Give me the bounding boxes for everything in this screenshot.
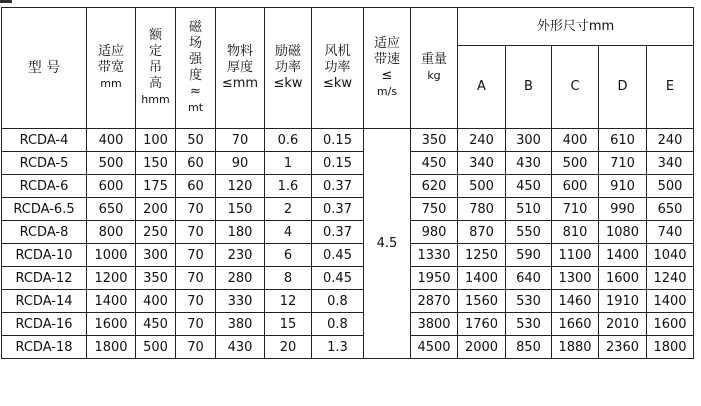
cell-material-thickness: 150 [216, 198, 265, 221]
table-row [2, 152, 694, 175]
cell-weight: 350 [411, 129, 458, 152]
cell-fan-power: 0.8 [312, 313, 364, 336]
cell-belt-width: 1400 [87, 290, 136, 313]
header-dim-a: A [458, 46, 506, 129]
cell-field-strength: 70 [176, 244, 216, 267]
cell-dim-c: 600 [552, 175, 599, 198]
cell-dim-b: 590 [506, 244, 552, 267]
cell-dim-a: 870 [458, 221, 506, 244]
cell-field-strength: 70 [176, 290, 216, 313]
cell-lift-height: 250 [136, 221, 176, 244]
cell-lift-height: 150 [136, 152, 176, 175]
cell-dim-e: 340 [647, 152, 694, 175]
cell-dim-d: 1600 [599, 267, 647, 290]
cell-material-thickness: 230 [216, 244, 265, 267]
cell-dim-d: 2010 [599, 313, 647, 336]
cell-belt-width: 800 [87, 221, 136, 244]
cell-dim-b: 430 [506, 152, 552, 175]
header-dim-e: E [647, 46, 694, 129]
cell-belt-width: 1000 [87, 244, 136, 267]
cell-weight: 2870 [411, 290, 458, 313]
cell-weight: 750 [411, 198, 458, 221]
cell-field-strength: 60 [176, 175, 216, 198]
cell-dim-b: 640 [506, 267, 552, 290]
cell-model: RCDA-6 [2, 175, 87, 198]
cell-material-thickness: 330 [216, 290, 265, 313]
cell-lift-height: 500 [136, 336, 176, 359]
cell-lift-height: 300 [136, 244, 176, 267]
table-row [2, 313, 694, 336]
header-excitation-power: 励磁 功率 ≤kw [265, 8, 312, 129]
cell-dim-e: 1400 [647, 290, 694, 313]
header-fan-power: 风机 功率 ≤kw [312, 8, 364, 129]
cell-fan-power: 0.37 [312, 198, 364, 221]
cell-dim-a: 340 [458, 152, 506, 175]
cell-field-strength: 70 [176, 267, 216, 290]
cell-dim-b: 530 [506, 313, 552, 336]
cell-dim-a: 2000 [458, 336, 506, 359]
cell-dim-e: 650 [647, 198, 694, 221]
cell-dim-c: 500 [552, 152, 599, 175]
cell-model: RCDA-6.5 [2, 198, 87, 221]
cell-dim-b: 850 [506, 336, 552, 359]
table-row [2, 221, 694, 244]
cell-field-strength: 70 [176, 336, 216, 359]
cell-model: RCDA-10 [2, 244, 87, 267]
cell-belt-width: 500 [87, 152, 136, 175]
table-row [2, 198, 694, 221]
cell-belt-width: 600 [87, 175, 136, 198]
cell-dim-a: 1760 [458, 313, 506, 336]
cell-model: RCDA-4 [2, 129, 87, 152]
cell-dim-d: 1400 [599, 244, 647, 267]
table-row [2, 290, 694, 313]
header-dim-b: B [506, 46, 552, 129]
header-lift-height: 额 定 吊 高 hmm [136, 8, 176, 129]
cell-field-strength: 70 [176, 198, 216, 221]
cell-dim-c: 1460 [552, 290, 599, 313]
cell-lift-height: 350 [136, 267, 176, 290]
cell-weight: 450 [411, 152, 458, 175]
cell-dim-b: 300 [506, 129, 552, 152]
cell-fan-power: 0.37 [312, 175, 364, 198]
cell-dim-b: 450 [506, 175, 552, 198]
cell-dim-a: 1250 [458, 244, 506, 267]
cell-fan-power: 0.45 [312, 267, 364, 290]
cell-excitation-power: 0.6 [265, 129, 312, 152]
cell-model: RCDA-16 [2, 313, 87, 336]
cell-fan-power: 0.37 [312, 221, 364, 244]
cell-field-strength: 50 [176, 129, 216, 152]
cell-lift-height: 175 [136, 175, 176, 198]
cell-dim-d: 2360 [599, 336, 647, 359]
cell-lift-height: 400 [136, 290, 176, 313]
cell-material-thickness: 430 [216, 336, 265, 359]
cell-dim-d: 910 [599, 175, 647, 198]
table-row [2, 175, 694, 198]
cell-dim-c: 400 [552, 129, 599, 152]
top-edge-mark [0, 0, 12, 3]
cell-model: RCDA-8 [2, 221, 87, 244]
cell-weight: 1950 [411, 267, 458, 290]
cell-dim-c: 1880 [552, 336, 599, 359]
cell-belt-speed: 4.5 [364, 129, 411, 359]
cell-dim-d: 710 [599, 152, 647, 175]
cell-belt-width: 1200 [87, 267, 136, 290]
cell-weight: 4500 [411, 336, 458, 359]
cell-belt-width: 400 [87, 129, 136, 152]
cell-weight: 1330 [411, 244, 458, 267]
cell-fan-power: 0.15 [312, 152, 364, 175]
header-belt-speed: 适应 带速 ≤ m/s [364, 8, 411, 129]
header-belt-width: 适应 带宽 mm [87, 8, 136, 129]
cell-dim-e: 1600 [647, 313, 694, 336]
cell-material-thickness: 120 [216, 175, 265, 198]
cell-excitation-power: 15 [265, 313, 312, 336]
cell-fan-power: 0.45 [312, 244, 364, 267]
cell-weight: 620 [411, 175, 458, 198]
cell-dim-e: 240 [647, 129, 694, 152]
cell-excitation-power: 6 [265, 244, 312, 267]
cell-field-strength: 60 [176, 152, 216, 175]
cell-belt-width: 1600 [87, 313, 136, 336]
header-dim-d: D [599, 46, 647, 129]
cell-dim-d: 1910 [599, 290, 647, 313]
cell-excitation-power: 20 [265, 336, 312, 359]
cell-dim-c: 710 [552, 198, 599, 221]
cell-model: RCDA-18 [2, 336, 87, 359]
cell-fan-power: 0.8 [312, 290, 364, 313]
cell-dim-c: 1660 [552, 313, 599, 336]
cell-dim-b: 510 [506, 198, 552, 221]
cell-material-thickness: 70 [216, 129, 265, 152]
cell-dim-c: 810 [552, 221, 599, 244]
cell-dim-c: 1100 [552, 244, 599, 267]
cell-excitation-power: 8 [265, 267, 312, 290]
cell-dim-e: 1240 [647, 267, 694, 290]
cell-material-thickness: 380 [216, 313, 265, 336]
cell-excitation-power: 1 [265, 152, 312, 175]
cell-dim-e: 1800 [647, 336, 694, 359]
cell-field-strength: 70 [176, 221, 216, 244]
cell-dim-c: 1300 [552, 267, 599, 290]
cell-weight: 3800 [411, 313, 458, 336]
table-row [2, 336, 694, 359]
cell-dim-a: 240 [458, 129, 506, 152]
cell-fan-power: 0.15 [312, 129, 364, 152]
cell-excitation-power: 2 [265, 198, 312, 221]
cell-dim-e: 500 [647, 175, 694, 198]
cell-material-thickness: 280 [216, 267, 265, 290]
cell-material-thickness: 180 [216, 221, 265, 244]
cell-excitation-power: 12 [265, 290, 312, 313]
header-row-1 [2, 8, 694, 46]
table-row [2, 129, 694, 152]
cell-dim-d: 610 [599, 129, 647, 152]
cell-lift-height: 100 [136, 129, 176, 152]
table-row [2, 267, 694, 290]
header-field-strength: 磁 场 强 度 ≈ mt [176, 8, 216, 129]
spec-table [1, 7, 694, 359]
cell-model: RCDA-12 [2, 267, 87, 290]
cell-dim-e: 1040 [647, 244, 694, 267]
cell-lift-height: 200 [136, 198, 176, 221]
cell-weight: 980 [411, 221, 458, 244]
cell-belt-width: 1800 [87, 336, 136, 359]
cell-dim-d: 990 [599, 198, 647, 221]
table-row [2, 244, 694, 267]
header-dimensions: 外形尺寸mm [458, 8, 694, 46]
cell-excitation-power: 4 [265, 221, 312, 244]
cell-excitation-power: 1.6 [265, 175, 312, 198]
cell-model: RCDA-5 [2, 152, 87, 175]
cell-fan-power: 1.3 [312, 336, 364, 359]
cell-dim-d: 1080 [599, 221, 647, 244]
cell-lift-height: 450 [136, 313, 176, 336]
cell-dim-a: 1560 [458, 290, 506, 313]
cell-model: RCDA-14 [2, 290, 87, 313]
cell-belt-width: 650 [87, 198, 136, 221]
header-dim-c: C [552, 46, 599, 129]
header-weight: 重量 kg [411, 8, 458, 129]
cell-dim-a: 1400 [458, 267, 506, 290]
cell-dim-e: 740 [647, 221, 694, 244]
cell-dim-a: 780 [458, 198, 506, 221]
header-material-thickness: 物料 厚度 ≤mm [216, 8, 265, 129]
cell-dim-a: 500 [458, 175, 506, 198]
header-model: 型 号 [2, 8, 87, 129]
cell-material-thickness: 90 [216, 152, 265, 175]
cell-dim-b: 530 [506, 290, 552, 313]
cell-field-strength: 70 [176, 313, 216, 336]
cell-dim-b: 550 [506, 221, 552, 244]
